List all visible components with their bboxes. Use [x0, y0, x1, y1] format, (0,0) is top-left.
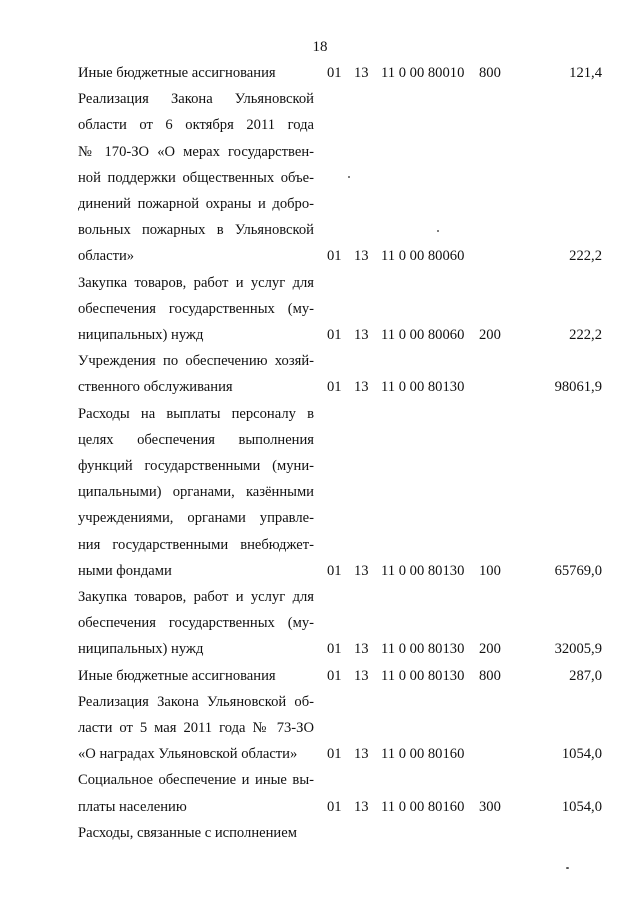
- description-line: «О наградах Ульяновской области»: [78, 746, 298, 763]
- row-description: [78, 86, 314, 269]
- target-article-code: 11 0 00 80060: [381, 248, 465, 265]
- subsection-code: 13: [354, 248, 369, 265]
- amount: 222,2: [569, 327, 602, 344]
- page-number: 18: [312, 39, 328, 55]
- description-line: области»: [78, 248, 135, 265]
- description-line: Расходы, связанные с исполнением: [78, 824, 297, 841]
- row-codes: [0, 60, 640, 86]
- row-codes: [0, 558, 640, 584]
- row-codes: [0, 243, 640, 269]
- row-codes: [0, 663, 640, 689]
- amount: 32005,9: [554, 641, 602, 658]
- table-row: [0, 663, 640, 689]
- table-row: [0, 584, 640, 663]
- table-row: [0, 270, 640, 349]
- row-codes: [0, 636, 640, 662]
- target-article-code: 11 0 00 80060: [381, 327, 465, 344]
- subsection-code: 13: [354, 798, 369, 815]
- subsection-code: 13: [354, 379, 369, 396]
- description-line: ципальными) органами, казёнными: [78, 484, 314, 501]
- subsection-code: 13: [354, 327, 369, 344]
- target-article-code: 11 0 00 80130: [381, 562, 465, 579]
- subsection-code: 13: [354, 65, 369, 82]
- row-codes: [0, 741, 640, 767]
- target-article-code: 11 0 00 80130: [381, 667, 465, 684]
- target-article-code: 11 0 00 80130: [381, 379, 465, 396]
- table-row: [0, 348, 640, 400]
- target-article-code: 11 0 00 80010: [381, 65, 465, 82]
- description-line: ния государственными внебюджет-: [78, 536, 314, 553]
- row-codes: [0, 374, 640, 400]
- table-row: [0, 689, 640, 768]
- section-code: 01: [327, 379, 342, 396]
- description-line: платы населению: [78, 798, 187, 815]
- expense-type-code: 800: [479, 65, 501, 82]
- section-code: 01: [327, 65, 342, 82]
- scan-speck: [437, 230, 439, 232]
- row-description: [78, 401, 314, 584]
- table-row: [0, 767, 640, 819]
- section-code: 01: [327, 248, 342, 265]
- section-code: 01: [327, 327, 342, 344]
- table-row: [0, 820, 640, 846]
- scan-speck: [348, 176, 350, 178]
- expense-type-code: 200: [479, 327, 501, 344]
- target-article-code: 11 0 00 80160: [381, 746, 465, 763]
- amount: 1054,0: [561, 798, 602, 815]
- description-line: Реализация Закона Ульяновской: [78, 91, 314, 108]
- amount: 287,0: [569, 667, 602, 684]
- expense-type-code: 100: [479, 562, 501, 579]
- subsection-code: 13: [354, 562, 369, 579]
- description-line: обеспечения государственных (му-: [78, 300, 314, 317]
- description-line: области от 6 октября 2011 года: [78, 117, 314, 134]
- section-code: 01: [327, 667, 342, 684]
- table-row: [0, 86, 640, 269]
- description-line: ственного обслуживания: [78, 379, 233, 396]
- description-line: Реализация Закона Ульяновской об-: [78, 693, 314, 710]
- description-line: ласти от 5 мая 2011 года № 73-ЗО: [78, 720, 314, 737]
- description-line: ниципальных) нужд: [78, 327, 204, 344]
- amount: 65769,0: [554, 562, 602, 579]
- section-code: 01: [327, 641, 342, 658]
- target-article-code: 11 0 00 80130: [381, 641, 465, 658]
- row-codes: [0, 820, 640, 846]
- scan-speck: [566, 867, 569, 869]
- description-line: Иные бюджетные ассигнования: [78, 65, 276, 81]
- target-article-code: 11 0 00 80160: [381, 798, 465, 815]
- section-code: 01: [327, 746, 342, 763]
- expense-type-code: 300: [479, 798, 501, 815]
- description-line: Закупка товаров, работ и услуг для: [78, 274, 314, 291]
- table-row: [0, 401, 640, 584]
- description-line: целях обеспечения выполнения: [78, 431, 314, 448]
- section-code: 01: [327, 562, 342, 579]
- description-line: Закупка товаров, работ и услуг для: [78, 589, 314, 606]
- amount: 121,4: [569, 65, 602, 82]
- amount: 98061,9: [554, 379, 602, 396]
- description-line: ной поддержки общественных объе-: [78, 169, 314, 186]
- description-line: Расходы на выплаты персоналу в: [78, 405, 314, 422]
- description-line: Учреждения по обеспечению хозяй-: [78, 353, 314, 370]
- description-line: динений пожарной охраны и добро-: [78, 196, 314, 213]
- table-row: [0, 60, 640, 86]
- row-codes: [0, 322, 640, 348]
- amount: 1054,0: [561, 746, 602, 763]
- description-line: № 170-ЗО «О мерах государствен-: [78, 143, 314, 160]
- expense-type-code: 800: [479, 667, 501, 684]
- expense-type-code: 200: [479, 641, 501, 658]
- description-line: Иные бюджетные ассигнования: [78, 667, 276, 684]
- subsection-code: 13: [354, 641, 369, 658]
- description-line: ными фондами: [78, 562, 172, 579]
- description-line: учреждениями, органами управле-: [78, 510, 314, 527]
- description-line: Социальное обеспечение и иные вы-: [78, 772, 314, 789]
- subsection-code: 13: [354, 667, 369, 684]
- description-line: ниципальных) нужд: [78, 641, 204, 658]
- subsection-code: 13: [354, 746, 369, 763]
- description-line: обеспечения государственных (му-: [78, 615, 314, 632]
- row-codes: [0, 794, 640, 820]
- section-code: 01: [327, 798, 342, 815]
- budget-table: [0, 60, 640, 846]
- description-line: вольных пожарных в Ульяновской: [78, 222, 314, 239]
- amount: 222,2: [569, 248, 602, 265]
- description-line: функций государственными (муни-: [78, 458, 314, 475]
